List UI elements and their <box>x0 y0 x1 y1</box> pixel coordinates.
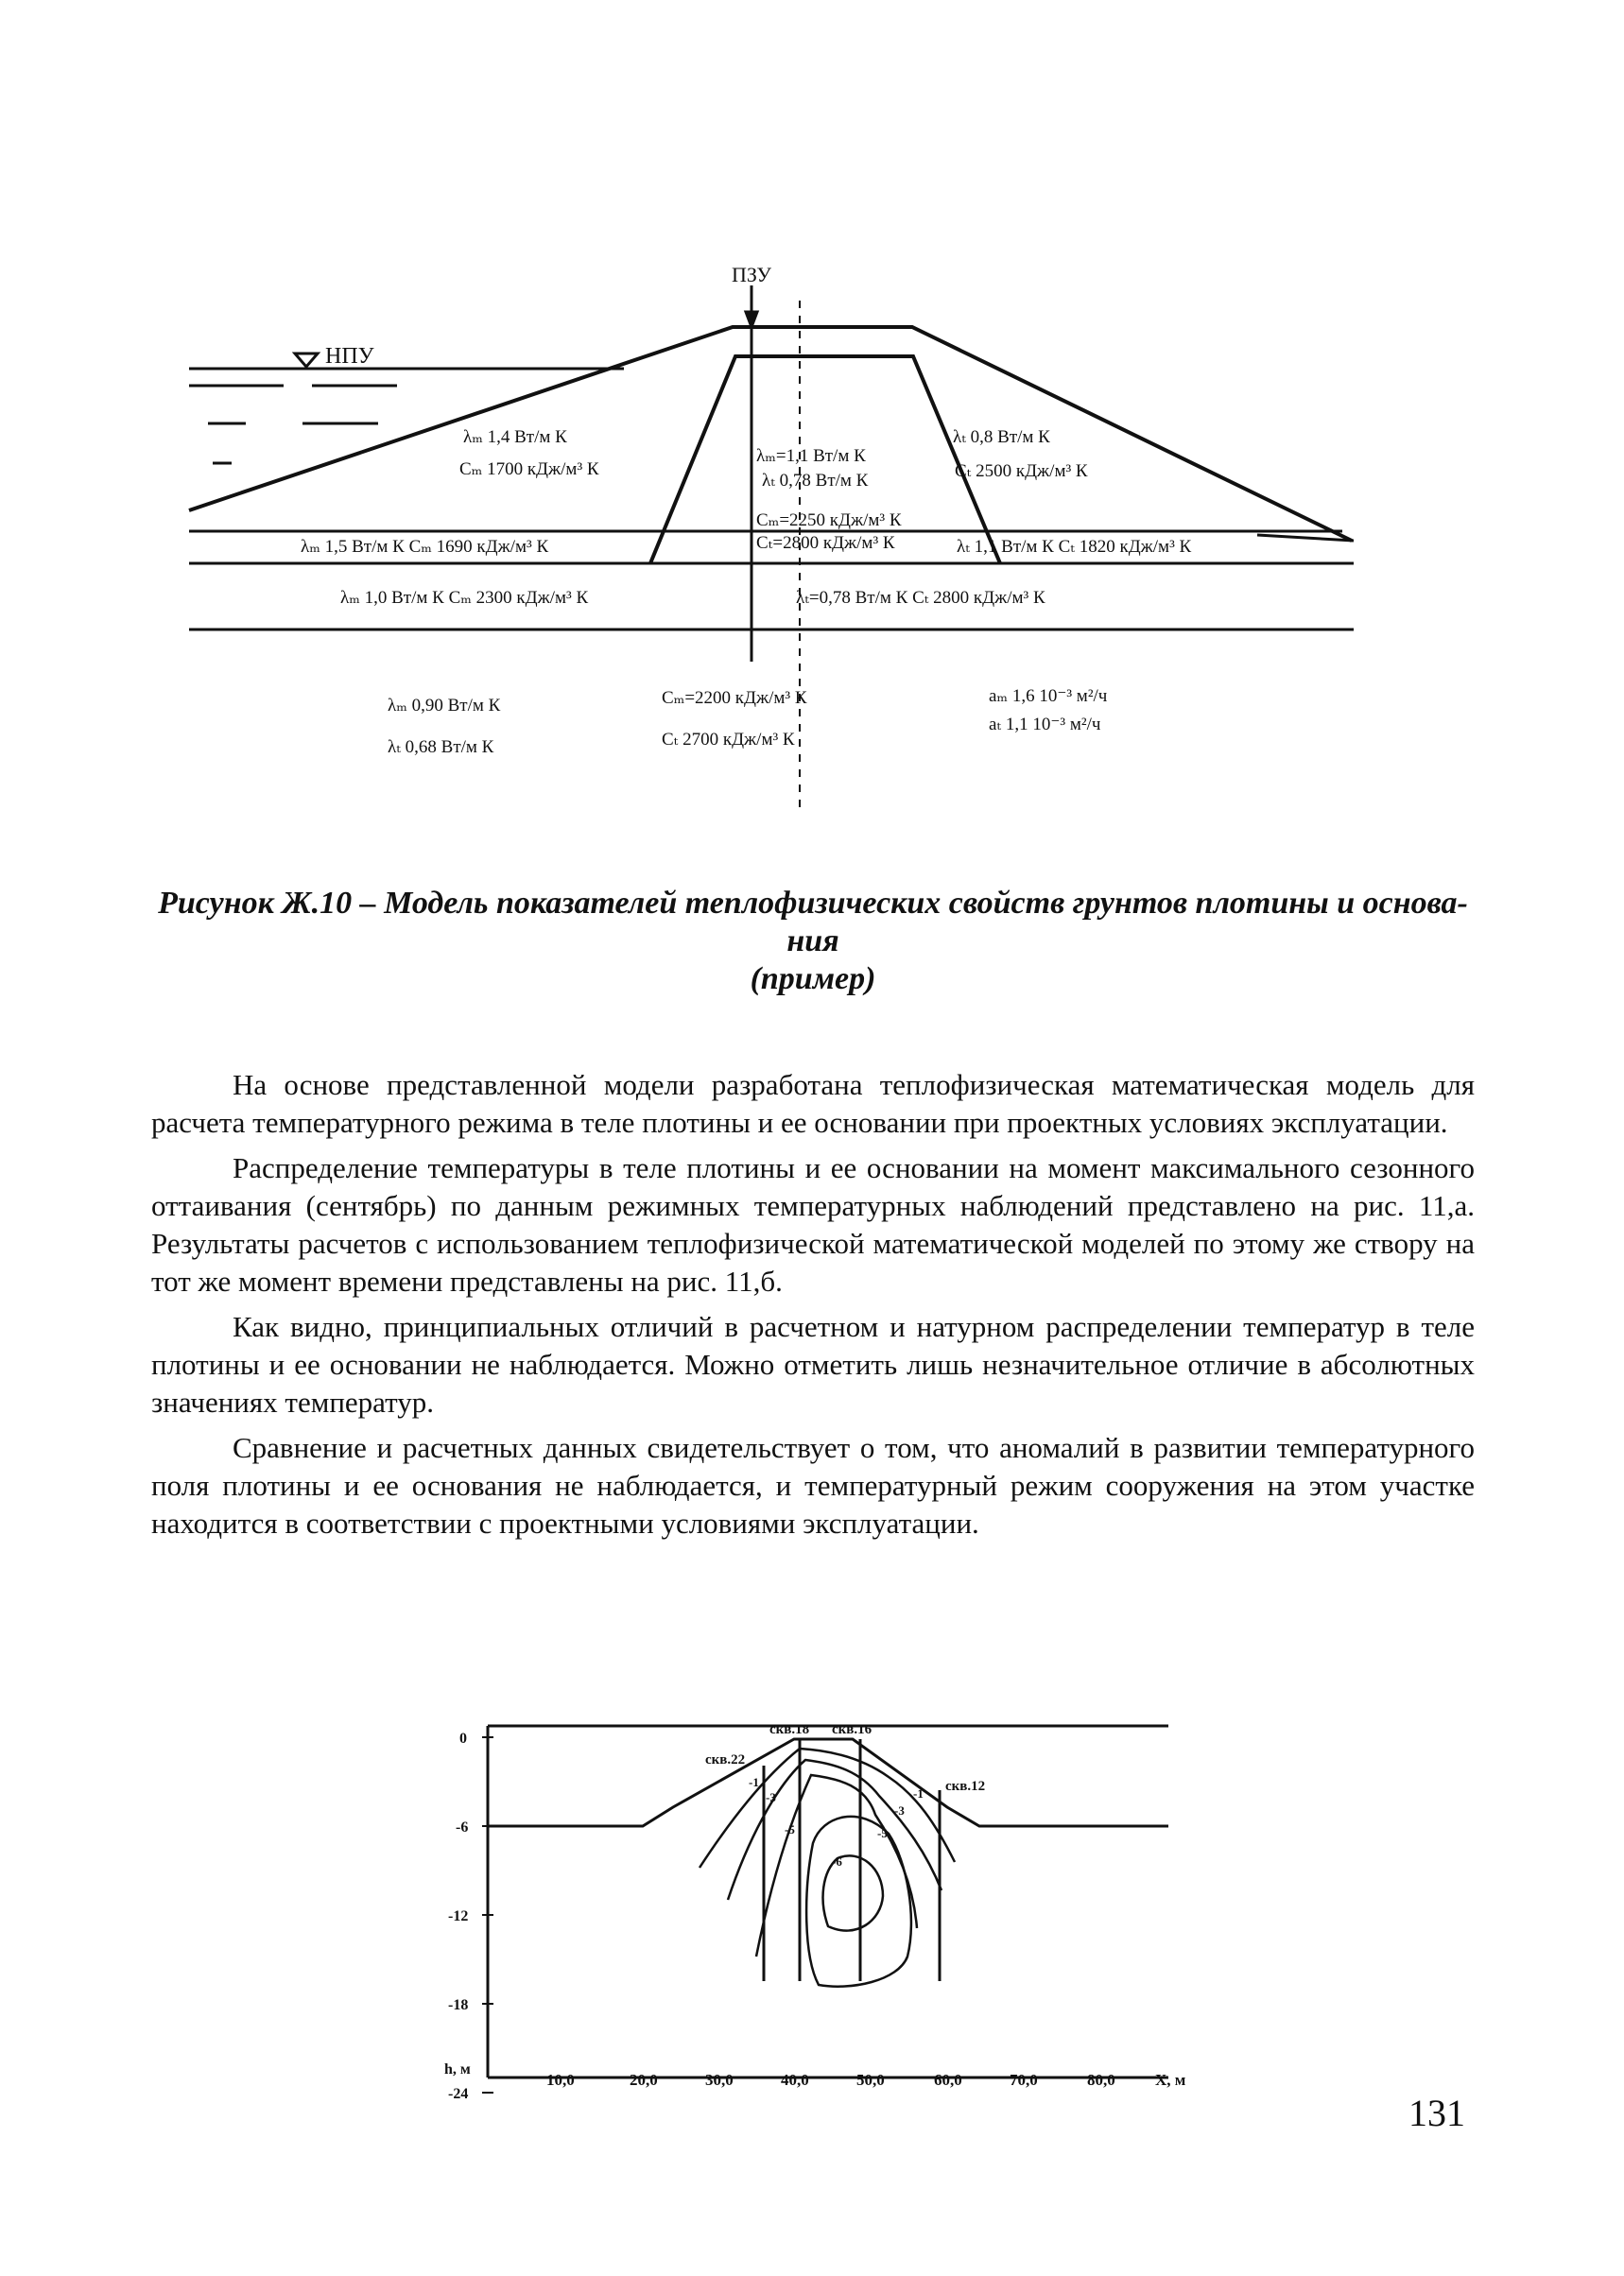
right-shell-label-1: λₜ 0,8 Вт/м К <box>953 427 1050 447</box>
isotherm-label-7: -1 <box>913 1786 924 1801</box>
core-label-1: λₘ=1,1 Вт/м К <box>756 446 866 466</box>
y-tick-0: 0 <box>459 1731 467 1747</box>
dam-model-figure <box>0 0 1624 832</box>
x-tick-70: 70,0 <box>1010 2071 1038 2089</box>
well-label-16: скв.16 <box>832 1722 872 1737</box>
paragraph-3: Как видно, принципиальных отличий в расчетном и натурном распределении температур в теле плотины и ее основании не наблюдается. Можно отметить лишь незначительное отличие в абсолютных значениях температур. <box>151 1310 1475 1419</box>
pzu-axis <box>746 285 757 662</box>
paragraph-4: Сравнение и расчетных данных свидетельствует о том, что аномалий в развитии температурного поля плотины и ее основания не наблюдается, и температурный режим сооружения на этом участке находится в соответствии с проектными условиями эксплуатации. <box>151 1431 1475 1540</box>
well-label-22: скв.22 <box>705 1752 746 1767</box>
x-tick-20: 20,0 <box>630 2071 658 2089</box>
x-tick-40: 40,0 <box>781 2071 809 2089</box>
paragraph-2: Распределение температуры в теле плотины и ее основании на момент максимального сезонного оттаивания (сентябрь) по данным режимных температурных наблюдений представлено на рис. 11,а. Результаты расчетов с использованием теплофизической математической моделей по этому же створу на тот же момент времени представлены на рис. 11,б. <box>151 1151 1475 1298</box>
y-tick-4: -24 <box>448 2086 469 2102</box>
base-label-5: aₘ 1,6 10⁻³ м²/ч <box>989 686 1108 706</box>
pzu-label: ПЗУ <box>732 263 771 286</box>
isotherm-label-6: -3 <box>894 1803 905 1818</box>
isotherm-label-5: -5 <box>877 1826 888 1840</box>
isotherm-label-3: -5 <box>785 1822 795 1836</box>
well-label-18: скв.18 <box>769 1722 810 1737</box>
x-axis-ticks <box>546 2071 1186 2089</box>
figure-caption <box>151 885 1475 998</box>
y-tick-1: -6 <box>456 1819 469 1836</box>
base-label-6: aₜ 1,1 10⁻³ м²/ч <box>989 715 1101 734</box>
base-label-2: λₜ 0,68 Вт/м К <box>388 737 494 757</box>
water-level-marker <box>295 353 318 367</box>
y-tick-3: -18 <box>448 1997 469 2013</box>
y-tick-2: -12 <box>448 1908 469 1924</box>
left-shell-label-1: λₘ 1,4 Вт/м К <box>463 427 567 447</box>
layer2-left-label: λₘ 1,0 Вт/м К Cₘ 2300 кДж/м³ К <box>340 588 589 608</box>
isotherm-label-4: -6 <box>832 1854 842 1869</box>
reservoir-water <box>189 369 624 463</box>
right-shell-label-2: Cₜ 2500 кДж/м³ К <box>955 461 1088 481</box>
x-axis-label: X, м <box>1155 2071 1186 2089</box>
npu-label: НПУ <box>325 344 374 369</box>
layer1-right-label: λₜ 1,1 Вт/м К Cₜ 1820 кДж/м³ К <box>957 537 1192 557</box>
base-label-4: Cₜ 2700 кДж/м³ К <box>662 730 795 750</box>
isotherm-label-2: -3 <box>766 1790 776 1804</box>
layer2-right-label: λₜ=0,78 Вт/м К Cₜ 2800 кДж/м³ К <box>796 588 1045 608</box>
x-tick-10: 10,0 <box>546 2071 575 2089</box>
base-label-1: λₘ 0,90 Вт/м К <box>388 696 501 716</box>
paragraph-1: На основе представленной модели разработана теплофизическая математическая модель для расчета температурного режима в теле плотины и ее основании при проектных условиях эксплуатации. <box>151 1068 1475 1139</box>
page-number: 131 <box>1408 2092 1465 2134</box>
layer1-left-label: λₘ 1,5 Вт/м К Cₘ 1690 кДж/м³ К <box>301 537 549 557</box>
x-tick-80: 80,0 <box>1087 2071 1115 2089</box>
core-label-4: Cₜ=2800 кДж/м³ К <box>756 533 895 553</box>
caption-line-2: ния <box>786 923 839 958</box>
y-axis-label: h, м <box>444 2061 471 2078</box>
x-tick-60: 60,0 <box>934 2071 962 2089</box>
core-label-3: Cₘ=2250 кДж/м³ К <box>756 510 902 530</box>
core-label-2: λₜ 0,78 Вт/м К <box>762 471 869 491</box>
x-tick-50: 50,0 <box>856 2071 885 2089</box>
x-tick-30: 30,0 <box>705 2071 734 2089</box>
isotherm-label-1: -1 <box>749 1775 759 1789</box>
caption-line-1: Рисунок Ж.10 – Модель показателей теплофизических свойств грунтов плотины и основа- <box>158 886 1468 921</box>
well-label-12: скв.12 <box>945 1779 986 1794</box>
left-shell-label-2: Cₘ 1700 кДж/м³ К <box>459 459 599 479</box>
body-text <box>151 1066 1475 1550</box>
base-label-3: Cₘ=2200 кДж/м³ К <box>662 688 807 708</box>
temperature-field-figure <box>0 1673 1624 2146</box>
caption-line-3: (пример) <box>750 961 876 996</box>
